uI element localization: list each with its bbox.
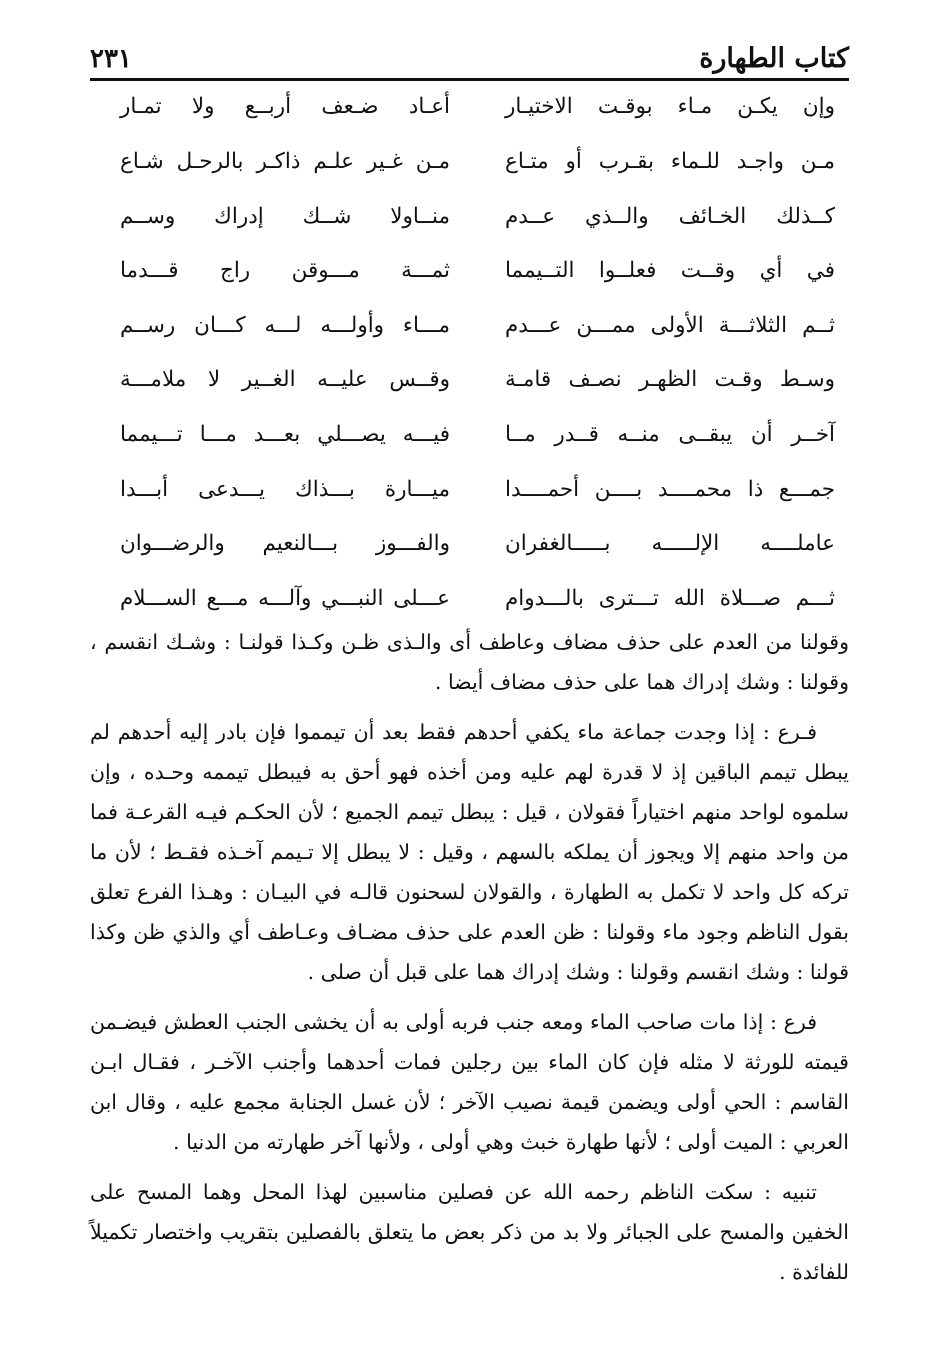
verse-row xyxy=(120,353,835,408)
first-hemistich: جمـــع ذا محمــــد بــــن أحمــــدا xyxy=(505,476,835,502)
paragraph-far-1: فـرع : إذا وجدت جماعة ماء يكفي أحدهم فقط بعد أن تيمموا فإن بادر إليه أحدهم لم يبطل تيمم الباقين إذ لا قدرة لهم عليه ومن أخذه فهو أحق به فيبطل تيممه وحـده ، وإن سلموه لواحد منهم اختياراً فقولان ، قيل : يبطل تيمم الجميع ؛ لأن الحكـم فيـه القرعـة فما من واحد منهم إلا ويجوز أن يملكه بالسهم ، وقيل : لا يبطل إلا تـيمم آخـذه فقـط ؛ لأن ما تركه كل واحد لا تكمل به الطهارة ، والقولان لسحنون قالـه في البيـان : وهـذا الفرع تعلق بقول الناظم وجود ماء وقولنا : ظن العدم على حذف مضـاف وعـاطف أي والذي ظن وكذا قولنا : وشك انقسم وقولنا : وشك إدراك هما على قبل أن صلى . xyxy=(90,720,849,984)
first-hemistich: في أي وقــت فعلــوا التــيمما xyxy=(505,258,835,284)
page-header xyxy=(90,30,849,81)
chapter-title: كتاب الطهارة xyxy=(699,43,849,74)
verse-row xyxy=(120,298,835,353)
first-hemistich: آخــر أن يبقــى منــه قــدر مــا xyxy=(505,421,835,447)
second-hemistich: مـــاء وأولـــه لـــه كـــان رســم xyxy=(120,312,450,338)
first-hemistich: وإن يكـن مـاء بوقـت الاختيـار xyxy=(505,94,835,120)
second-hemistich: مـن غـير علـم ذاكـر بالرحـل شـاع xyxy=(120,148,450,174)
first-hemistich: ثـــم صـــلاة الله تـــترى بالـــدوام xyxy=(505,585,835,611)
verse-row xyxy=(120,135,835,190)
first-hemistich: مـن واجـد للـماء بقـرب أو متـاع xyxy=(505,148,835,174)
second-hemistich: فيـــه يصـــلي بعـــد مـــا تـــيمما xyxy=(120,421,450,447)
first-hemistich: ثــم الثلاثـــة الأولى ممـــن عـــدم xyxy=(505,312,835,338)
verse-row xyxy=(120,189,835,244)
second-hemistich: والفـــوز بـــالنعيم والرضـــوان xyxy=(120,531,450,557)
first-hemistich: وسـط وقـت الظهـر نصـف قامـة xyxy=(505,367,835,393)
verse-row xyxy=(120,244,835,299)
verse-row xyxy=(120,462,835,517)
verse-row xyxy=(120,517,835,572)
paragraph-commentary: وقولنا من العدم على حذف مضاف وعاطف أى والـذى ظـن وكـذا قولنـا : وشـك انقسم ، وقولنا : وشك إدراك هما على حذف مضاف أيضا . xyxy=(90,630,849,694)
commentary-text xyxy=(90,622,849,1302)
paragraph-tanbih: تنبيه : سكت الناظم رحمه الله عن فصلين مناسبين لهذا المحل وهما المسح على الخفين والمسح على الجبائر ولا بد من ذكر بعض ما يتعلق بالفصلين بتقريب واختصار تكميلاً للفائدة . xyxy=(90,1180,849,1284)
first-hemistich: كــذلك الخـائف والــذي عــدم xyxy=(505,203,835,229)
paragraph-far-2: فرع : إذا مات صاحب الماء ومعه جنب فربه أولى به أن يخشى الجنب العطش فيضـمن قيمته للورثة لا مثله فإن كان الماء بين رجلين فمات أحدهما وأجنب الآخـر ، فقـال ابـن القاسم : الحي أولى ويضمن قيمة نصيب الآخر ؛ لأن غسل الجنابة مجمع عليه ، وقال ابن العربي : الميت أولى ؛ لأنها طهارة خبث وهي أولى ، ولأنها آخر طهارته من الدنيا . xyxy=(90,1010,849,1154)
second-hemistich: ميـــارة بـــذاك يـــدعى أبـــدا xyxy=(120,476,450,502)
second-hemistich: منــاولا شــك إدراك وســم xyxy=(120,203,450,229)
second-hemistich: ثمـــة مـــوقن راج قـــدما xyxy=(120,258,450,284)
poem-verses xyxy=(120,80,835,626)
verse-row xyxy=(120,571,835,626)
verse-row xyxy=(120,80,835,135)
second-hemistich: عـــلى النبـــي وآلـــه مـــع الســـلام xyxy=(120,585,450,611)
second-hemistich: أعـاد ضـعف أربــع ولا تمـار xyxy=(120,94,450,120)
verse-row xyxy=(120,408,835,463)
first-hemistich: عاملــــه الإلـــــه بـــــالغفران xyxy=(505,531,835,557)
page-number: ٢٣١ xyxy=(90,44,132,74)
second-hemistich: وقــس عليــه الغــير لا ملامـــة xyxy=(120,367,450,393)
